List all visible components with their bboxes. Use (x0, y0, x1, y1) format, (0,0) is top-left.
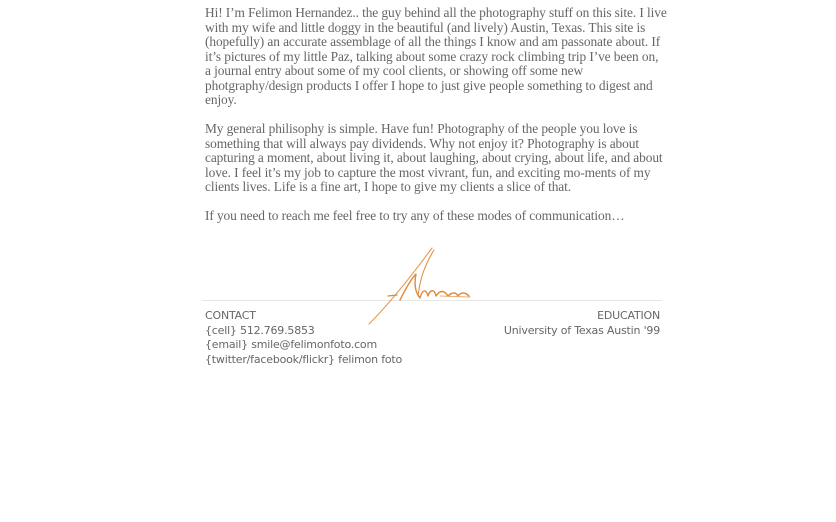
education-heading: EDUCATION (597, 309, 660, 322)
contact-heading: CONTACT (205, 309, 256, 322)
education-block (504, 309, 660, 338)
bio-paragraph-philosophy: My general philisophy is simple. Have fun! Photography of the people you love is something that will always pay dividends. Why not enjoy it? Photography is about capturing a moment, about living it, about laughing, about crying, about life, and about love. I feel it’s my job to capture the most vivrant, fun, and exciting mo-ments of my clients lives. Life is a fine art, I hope to give my clients a slice of that. (205, 121, 663, 194)
bio-paragraph-intro: Hi! I’m Felimon Hernandez.. the guy behind all the photography stuff on this site. I live with my wife and little doggy in the beautiful (and lively) Austin, Texas. This site is (hopefully) an accurate assemblage of all the things I know and am passonate about. If it’s pictures of my little Paz, talking about some crazy rock climbing trip I’ve been on, a journal entry about some of my cool clients, or showing off some new photgraphy/design products I offer I hope to just give people something to digest and enjoy. (205, 5, 667, 107)
education-school: University of Texas Austin '99 (503, 323, 660, 337)
contact-social-link[interactable]: {twitter/facebook/flickr} felimon foto (205, 352, 403, 366)
contact-block (205, 309, 402, 367)
bio-paragraph-contact-intro: If you need to reach me feel free to try any of these modes of communication… (205, 208, 625, 223)
bio-section (205, 6, 667, 238)
contact-cell: {cell} 512.769.5853 (205, 323, 315, 337)
contact-email-link[interactable]: {email} smile@felimonfoto.com (205, 338, 377, 352)
